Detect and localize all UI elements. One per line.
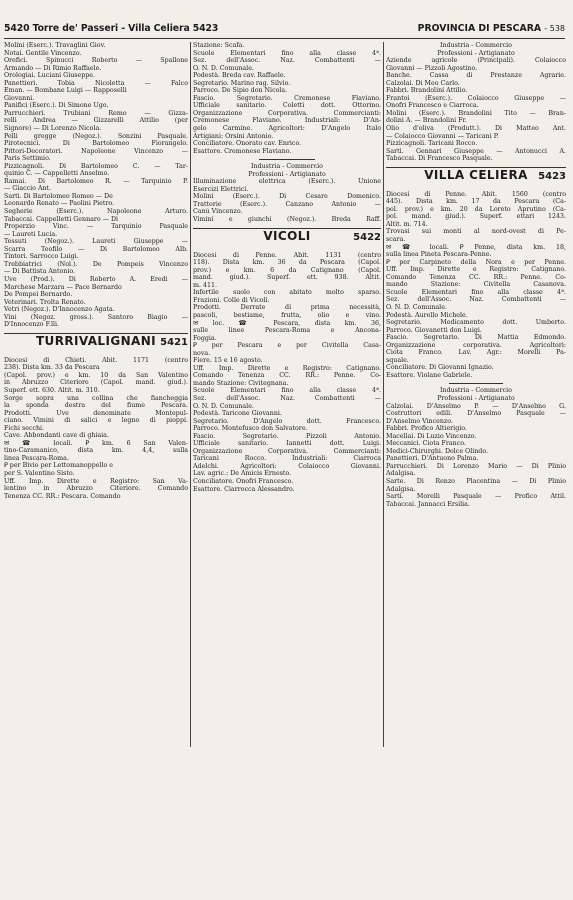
text-line: Orefici. Spinucci Roberto — Spallone: [4, 57, 188, 65]
text-line: sulla linea Pineta Pescara-Penne.: [386, 251, 492, 259]
text-line: Conciliatore. Di Giovanni Ignazio.: [386, 364, 494, 372]
text-line: Segretario. D'Angelo dott. Francesco.: [193, 417, 381, 425]
section-heading: [386, 42, 566, 57]
section-heading: [386, 387, 566, 402]
text-line: Tintori. Sarrocco Luigi.: [4, 253, 79, 261]
rule: [449, 383, 503, 384]
text-line: D'Innocenzo F.lli.: [4, 321, 60, 329]
text-line: Ufficiale sanitario. Iannetti dott. Luigi.: [193, 440, 381, 448]
text-line: Pittori-Decoratori. Napoleone Vincenzo —: [4, 147, 188, 155]
text-line: Orologiai. Luciani Giuseppe.: [4, 72, 96, 80]
text-line: Trattorie (Eserc.). Canzano Antonio —: [193, 200, 381, 208]
text-line: Tessuti (Negoz.). Laureti Giuseppe —: [4, 238, 188, 246]
text-line: Foggia.: [193, 334, 217, 342]
town-name: VICOLI: [263, 228, 311, 243]
text-line: Comando Tenenza CC. RR.: Penne. Co-: [386, 273, 566, 281]
text-line: prov.) e km. 6 da Catignano (Capol.: [193, 266, 381, 274]
text-block: [386, 403, 566, 509]
text-line: Leonardo Renato — Paolini Pietro.: [4, 200, 115, 208]
text-line: Ufficiale sanitario. Coletti dott. Ottorino.: [193, 102, 381, 110]
text-line: pascoli, bestiame, frutta, olio e vino.: [193, 311, 381, 319]
text-line: ✉ loc. ☎ Pescara, dista km. 36,: [193, 319, 381, 327]
text-line: Adalgisa.: [386, 470, 416, 478]
section-line: Industria - Commercio: [440, 42, 512, 49]
text-line: Uff. Imp. Dirette e Registro: Catignano.: [386, 266, 566, 274]
text-line: Fabbri. Brandolini Attilio.: [386, 87, 468, 95]
text-line: Ꝑ per Carpineto della Nora e per Penne.: [386, 258, 566, 266]
text-line: Pizzicagnoli. Di Bartolomeo C. — Tar-: [4, 162, 188, 170]
text-line: Organizzazione Corporativa. Commercianti:: [193, 109, 381, 117]
text-line: Ramai. Di Bartolomeo R. — Tarquinio P.: [4, 177, 188, 185]
text-line: Meccanici. Ciota Franco.: [386, 440, 466, 448]
text-line: 445). Dista km. 17 da Pescara (Ca-: [386, 198, 566, 206]
text-line: Panettieri. D'Antuono Palma.: [386, 455, 479, 463]
text-line: Podestà. Breda cav. Raffaele.: [193, 72, 286, 80]
section-line: Professioni - Artigianato: [437, 394, 515, 402]
text-line: (Capol. prov.) e km. 10 da San Valentino: [4, 371, 188, 379]
text-line: lentino in Abruzzo Citeriore. Comando: [4, 485, 188, 493]
town-code: 5422: [353, 231, 381, 243]
text-line: Aziende agricole (Principali). Colaiocco: [386, 57, 566, 65]
text-line: Sez. dell'Assoc. Naz. Combattenti —: [193, 394, 381, 402]
text-line: Frazioni. Colle di Vicoli.: [193, 296, 270, 304]
text-line: Molini (Eserc.). Di Cesare Domenico.: [193, 193, 381, 201]
text-block: [4, 357, 188, 500]
text-line: Ꝑ per Bivio per Lettomanoppello e: [4, 462, 114, 470]
text-line: nova.: [193, 349, 211, 357]
column-2: [193, 42, 381, 493]
text-line: Giovanni.: [4, 94, 35, 102]
text-line: Stazione: Scafa.: [193, 42, 245, 49]
text-line: mand. giud.). Superf. ett. 938. Altit.: [193, 274, 381, 282]
text-line: Diocesi di Penne. Abit. 1560 (centro: [386, 190, 566, 198]
text-line: Vetri (Negoz.). D'Innocenzo Agata.: [4, 306, 115, 314]
text-line: Calzolai. Di Meo Carlo.: [386, 79, 460, 87]
text-line: Adelchi. Agricoltori: Colaiocco Giovanni.: [193, 462, 381, 470]
text-line: Frantoi (Eserc.). Colaiocco Giuseppe —: [386, 94, 566, 102]
text-line: squale.: [386, 356, 409, 364]
column-1: [4, 42, 188, 500]
text-line: Segretario. Marino rag. Silvio.: [193, 79, 291, 87]
text-line: Sarte. Di Renzo Placentina — Di Plinio: [386, 477, 566, 485]
text-line: Tabaccai. Di Francesco Pasquale.: [386, 155, 493, 163]
text-line: la sponda destra del fiume Pescara.: [4, 402, 188, 410]
text-line: Conciliatore. Onorato cav. Enrico.: [193, 140, 302, 148]
text-line: Canù Vincenzo.: [193, 208, 243, 216]
text-line: Eman. — Bombane Luigi — Rapposelli: [4, 87, 127, 95]
text-block: [193, 252, 381, 494]
text-line: Esattore. Violane Gabriele.: [386, 371, 473, 379]
text-line: Sarti. Morelli Pasquale — Profico Attil.: [386, 493, 566, 501]
section-line: Industria - Commercio: [251, 163, 323, 171]
town-code: 5423: [538, 170, 566, 182]
text-line: Tenenza CC. RR.: Pescara. Comando: [4, 492, 121, 500]
text-line: Diocesi di Chieti. Abit. 1171 (centro: [4, 356, 188, 364]
text-line: Sez. dell'Assoc. Naz. Combattenti —: [193, 57, 381, 65]
text-line: m. 411.: [193, 281, 217, 289]
text-line: Panettieri. Tobia Nicoletta — Falco: [4, 79, 188, 87]
text-line: D'Anselmo Vincenzo.: [386, 417, 453, 425]
town-name: VILLA CELIERA: [424, 167, 528, 182]
text-line: Prodotti. Uve denominate Montepul-: [4, 409, 188, 417]
text-line: Illuminazione elettrica (Eserc.). Unione: [193, 178, 381, 186]
section-line: Professioni - Artigianato: [437, 49, 515, 57]
text-line: mando Stazione: Civitella Casanova.: [386, 281, 566, 289]
text-block: [193, 42, 381, 155]
text-line: Molini (Eserc.). Travaglini Giov.: [4, 42, 106, 49]
text-line: Pirotecnici. Di Bartolomeo Fiorangelo.: [4, 140, 188, 148]
text-line: Uve (Prod.). Di Roberto A. Eredi —: [4, 275, 188, 283]
text-line: Vini (Negoz. gross.). Santoro Biagio —: [4, 313, 188, 321]
text-line: Parrucchieri. Di Lorenzo Mario — Di Plinio: [386, 462, 566, 470]
text-line: Tabaccai. Jannacci Ersilia.: [386, 500, 470, 508]
text-block: [386, 57, 566, 163]
text-line: 118). Dista km. 36 da Pescara (Capol.: [193, 259, 381, 267]
text-line: Costruttori edili. D'Anselmo Pasquale —: [386, 410, 566, 418]
text-line: Parroco. Montefusco don Salvatore.: [193, 425, 308, 433]
text-line: Sorge sopra una collina che fiancheggia: [4, 394, 188, 402]
text-line: pol. mand. giud.). Superf. ettari 1243.: [386, 213, 566, 221]
text-line: — Di Battista Antonio.: [4, 268, 76, 276]
text-line: Scarra Teofilo — Di Bartolomeo Alb.: [4, 245, 188, 253]
column-3: [386, 42, 566, 508]
text-line: Organizzazione Corporativa. Commercianti:: [193, 447, 381, 455]
text-line: Fichi secchi.: [4, 424, 45, 432]
town-heading: [386, 167, 566, 191]
section-heading: [193, 163, 381, 178]
text-block: [386, 191, 566, 380]
header-right: [418, 22, 565, 36]
text-line: Infertile suolo con abitato molto sparso.: [193, 289, 381, 297]
text-line: Esattore. Cremonese Flaviano.: [193, 147, 292, 155]
text-line: Pizzicagnoli. Taricani Rocco.: [386, 140, 478, 148]
text-line: Podestà. Taricone Giovanni.: [193, 410, 282, 418]
text-line: De Pompei Bernardo.: [4, 291, 73, 299]
text-line: Signore) — Di Lorenzo Nicola.: [4, 125, 102, 133]
text-line: Artigiani: Orsini Antonio.: [193, 132, 274, 140]
text-line: Diocesi di Penne. Abit. 1131 (centro: [193, 251, 381, 259]
text-line: Giovanni — Pizzoli Agostino.: [386, 64, 478, 72]
text-line: 238). Dista km. 33 da Pescara: [4, 364, 100, 372]
text-line: quinio C. — Cappelletti Anselmo.: [4, 170, 110, 178]
page-header: [4, 22, 565, 39]
text-line: gelo Carmine. Agricoltori: D'Angelo Italo: [193, 125, 381, 133]
text-line: Taricani Rocco. Industriali: Ciarroca: [193, 455, 381, 463]
text-line: O. N. D. Comunale.: [193, 64, 254, 72]
text-line: sulle linee Pescara-Roma e Ancona-: [193, 327, 381, 335]
text-line: Ciota Franco. Lav. Agr.: Morelli Pa-: [386, 349, 566, 357]
text-line: Uff. Imp. Dirette e Registro: Catignano.: [193, 364, 381, 372]
text-line: Armando — Di Rimio Raffaele.: [4, 64, 102, 72]
text-line: Cave. Abbondanti cave di ghiaia.: [4, 432, 109, 440]
text-block: [4, 42, 188, 329]
text-line: ✉ ☎ locali. Ꝑ km. 6 San Valen-: [4, 439, 188, 447]
text-line: Onofri Francesco e Ciarroca.: [386, 102, 479, 110]
text-line: Prodotti. Derrate di prima necessità,: [193, 304, 381, 312]
text-line: Parroco. De Sipio don Nicola.: [193, 87, 288, 95]
text-line: Ꝑ per Pescara e per Civitella Casa-: [193, 342, 381, 350]
text-line: Calzolai. D'Anselmo P. — D'Anselmo G.: [386, 402, 566, 410]
section-line: Industria - Commercio: [440, 387, 512, 395]
text-line: Trebbiatrici (Nol.). De Pompeis Vincenzo: [4, 260, 188, 268]
text-line: Molini (Eserc.). Brandolini Tito — Bran-: [386, 109, 566, 117]
text-line: Marchese Marzara — Pace Bernardo: [4, 283, 122, 291]
text-line: Properzio Vinc. — Tarquinio Pasquale: [4, 223, 188, 231]
text-line: Organizzazione corporativa. Agricoltori:: [386, 341, 566, 349]
rule: [259, 159, 315, 160]
text-line: dolini A. — Brandolini Fr.: [386, 117, 467, 125]
text-line: Panifici (Eserc.). Di Simone Ugo.: [4, 102, 109, 110]
text-line: Conciliatore. Onofri Francesco.: [193, 477, 294, 485]
text-line: pol. prov.) e km. 20 da Loreto Aprutino (Ca-: [386, 205, 566, 213]
text-line: Olio d'oliva (Produtt.). Di Matteo Ant.: [386, 125, 566, 133]
text-line: ciano. Vimini di salici e legno di pioppi.: [4, 417, 188, 425]
text-line: — Laureti Lucia.: [4, 230, 58, 238]
text-line: Banche. Cassa di Prestanze Agrarie.: [386, 72, 566, 80]
text-line: Sarti. Gennari Giuseppe — Antonucci A.: [386, 147, 566, 155]
text-line: Uff. Imp. Dirette e Registro: San Va-: [4, 477, 188, 485]
text-line: linea Pescara-Roma.: [4, 454, 69, 462]
text-line: Scuole Elementari fino alla classe 4ª.: [193, 387, 381, 395]
text-line: Parroco. Giovanetti don Luigi.: [386, 326, 482, 334]
text-line: Tabaccai. Cappelletti Gennaro — Di: [4, 215, 119, 223]
text-line: Notai. Gentile Vincenzo.: [4, 49, 82, 57]
text-line: Pelli gregge (Negoz.). Sonzini Pasquale.: [4, 132, 188, 140]
text-line: — Giaccio Ant.: [4, 185, 52, 193]
town-name: TURRIVALIGNANI: [35, 333, 157, 348]
text-line: Trovasi sui monti al nord-ovest di Pe-: [386, 228, 566, 236]
town-code: 5421: [160, 336, 188, 348]
text-line: Podestà. Aurello Michele.: [386, 311, 468, 319]
text-line: Comando Tenenza CC. RR.: Penne. Co-: [193, 372, 381, 380]
text-line: per S. Valentino Sisto.: [4, 469, 75, 477]
text-line: scara.: [386, 236, 406, 244]
text-line: Esattore. Ciarrocca Alessandro.: [193, 485, 295, 493]
town-heading: [193, 228, 381, 252]
header-left: 5420 Torre de' Passeri - Villa Celiera 5423: [4, 23, 219, 34]
text-line: mando Stazione: Civitegnana.: [193, 379, 289, 387]
text-line: Altit. m. 714.: [386, 220, 428, 228]
header-page-number: - 538: [544, 24, 565, 33]
text-line: Adalgisa.: [386, 485, 416, 493]
text-line: O. N. D. Comunale.: [193, 402, 254, 410]
text-line: Vimini e giunchi (Negoz.). Breda Raff.: [193, 216, 381, 224]
town-heading: [4, 333, 188, 357]
text-line: Sez. dell'Assoc. Naz. Combattenti —: [386, 296, 566, 304]
text-line: O. N. D. Comunale.: [386, 303, 447, 311]
text-line: Veterinari. Trolta Renato.: [4, 298, 86, 306]
text-line: Lav. agric.: De Amicis Ernesto.: [193, 470, 292, 478]
column-divider: [190, 42, 191, 747]
text-line: Segretario. Medicamento dott. Umberto.: [386, 319, 566, 327]
text-line: Medici-Chirurghi. Dolce Olindo.: [386, 447, 489, 455]
text-line: in Abruzzo Citeriore (Capol. mand. giud.).: [4, 379, 188, 387]
header-province: PROVINCIA DI PESCARA: [417, 23, 542, 34]
text-line: Fabbri. Profico Altierigio.: [386, 425, 467, 433]
text-line: Esercizi Elettrici.: [193, 185, 249, 193]
text-line: — Colaiocco Giovanni — Taricani P.: [386, 132, 499, 140]
text-line: tino-Caramanico, dista km. 4,4, sulla: [4, 447, 188, 455]
section-line: Professioni - Artigianato: [248, 170, 326, 178]
text-line: ✉ ☎ locali. Ꝑ Penne, dista km. 18,: [386, 243, 566, 251]
text-line: Macellai. Di Luzio Vincenzo.: [386, 432, 477, 440]
text-line: Sarti. Di Bartolomeo Romeo — De: [4, 192, 113, 200]
text-line: Scuole Elementari fino alla classe 4ª.: [193, 49, 381, 57]
text-line: Fiere. 15 e 16 agosto.: [193, 357, 263, 365]
text-line: Fascio. Segretario. Cremonese Flaviano.: [193, 94, 381, 102]
text-line: Superf. ett. 630. Altit. m. 310.: [4, 386, 100, 394]
text-line: relli Andrea — Gizzarelli Attilio (per: [4, 117, 188, 125]
column-divider: [383, 42, 384, 747]
text-line: Fascio. Segretario. Di Mattia Edmondo.: [386, 334, 566, 342]
text-block: [193, 178, 381, 223]
text-line: Paris Settimio.: [4, 155, 51, 163]
text-line: Parrucchieri. Trubiani Remo — Gizza-: [4, 109, 188, 117]
text-line: Segherie (Eserc.). Napoleone Arturo.: [4, 208, 188, 216]
text-line: Scuole Elementari fino alla classe 4ª.: [386, 288, 566, 296]
text-line: Fascio. Segretario. Pizzoli Antonio.: [193, 432, 381, 440]
text-line: Cremonese Flaviano. Industriali: D'An-: [193, 117, 381, 125]
